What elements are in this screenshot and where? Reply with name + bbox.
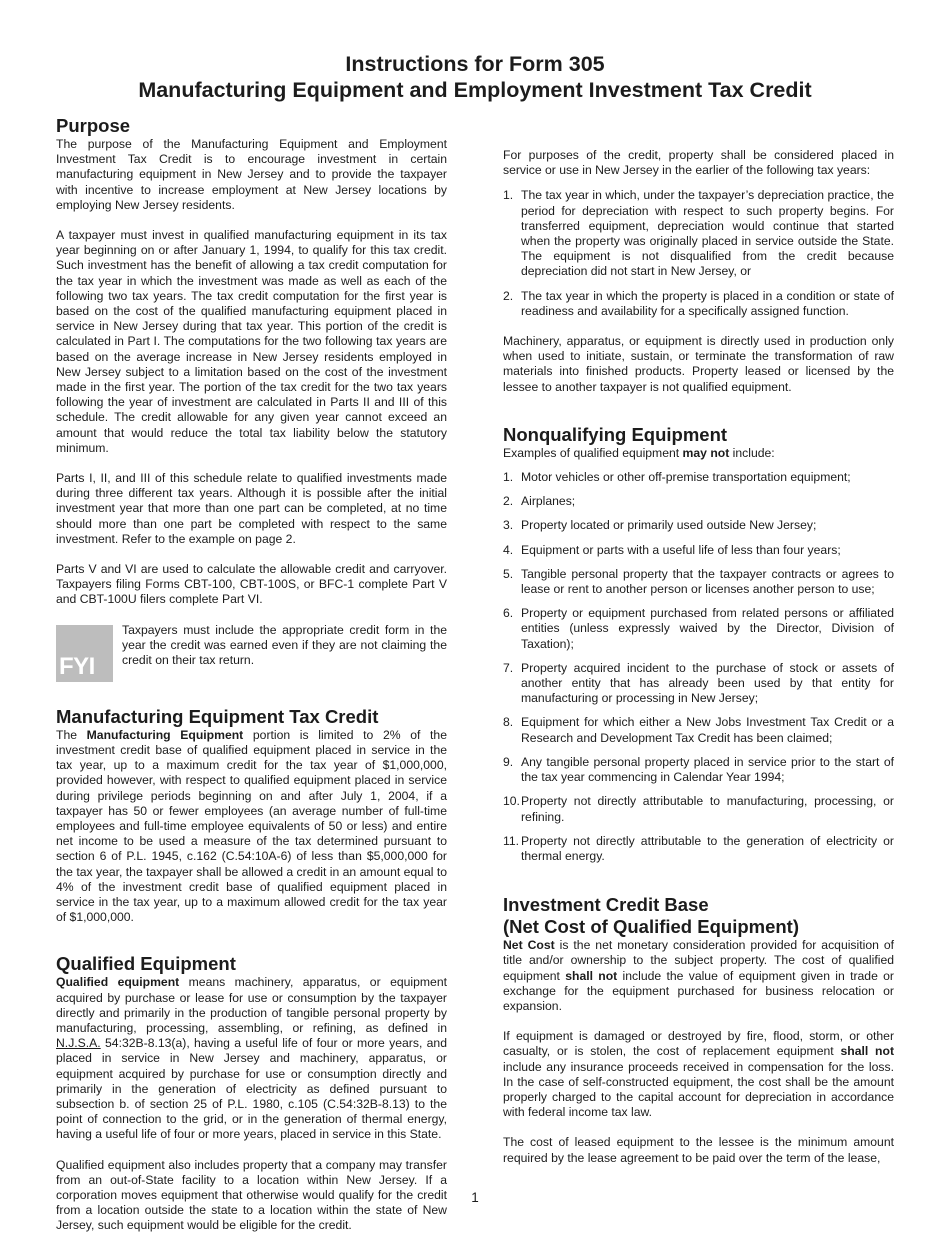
credit-base-subheading: (Net Cost of Qualified Equipment): [503, 916, 799, 938]
mfg-credit-paragraph: The Manufacturing Equipment portion is limited to 2% of the investment credit base of qualified equipment placed in service in the tax year, up to a maximum credit for the tax year of $1,000,000, provided however, with respect to qualified equipment placed in service during privilege periods beginning on and after July 1, 2004, if a taxpayer has 50 or fewer employees (an average number of full-time employees and full-time employee equivalents of 50 or less) and entire net income to be used a measure of the tax determined pursuant to section 6 of P.L. 1945, c.162 (C.54:10A-6) of less than $5,000,000 for the tax year, the taxpayer shall be allowed a credit in an amount equal to 4% of the investment credit base of qualified equipment placed in service in the tax year, up to a maximum allowed credit for the tax year of $1,000,000.: [56, 727, 447, 925]
nonqualifying-list: [503, 470, 894, 864]
credit-base-paragraph-1: Net Cost is the net monetary consideration provided for acquisition of title and/or ownership to the subject property. The cost of qualified equipment shall not include the value of equipment given in trade or exchange for the equipment purchased for business relocation or expansion.: [503, 938, 895, 1013]
fyi-label: FYI: [59, 652, 95, 680]
fyi-callout: [56, 623, 447, 683]
credit-base-paragraph-2: If equipment is damaged or destroyed by fire, flood, storm, or other casualty, or is stolen, the cost of replacement equipment shall not include any insurance proceeds received in compensation for the loss. In the case of self-constructed equipment, the cost shall be the amount properly charged to the capital account for depreciation in accordance with federal income tax law.: [503, 1029, 894, 1120]
list-item: 2. The tax year in which the property is placed in a condition or state of readiness and availability for a specifically assigned function.: [503, 288, 894, 318]
qualified-paragraph-2: Qualified equipment also includes property that a company may transfer from an out-of-State facility to a location within New Jersey. If a corporation moves equipment that otherwise would qualify for the credit from a location outside the state to a location within the state of New Jersey, such equipment would be eligible for the credit.: [56, 1157, 447, 1233]
purpose-paragraph-2: A taxpayer must invest in qualified manufacturing equipment in its tax year beginning on or after January 1, 1994, to qualify for this tax credit. Such investment has the benefit of allowing a tax credit computation for the tax year in which the investment was made as well as each of the following two tax years. The tax credit computation for the first year is based on the cost of the qualified manufacturing equipment placed in service in New Jersey during that tax year. This portion of the credit is calculated in Part I. The computations for the two following tax years are based on the average increase in New Jersey residents employed in New Jersey subject to a limitation based on the cost of the investment made in the first year. The portion of the tax credit for the two tax years following the year of investment are calculated in Parts II and III of this schedule. The credit allowable for any given year cannot exceed an amount that would reduce the total tax liability below the statutory minimum.: [56, 228, 447, 455]
qualified-paragraph-3: For purposes of the credit, property shall be considered placed in service or use in New Jersey in the earlier of the following tax years:: [503, 148, 894, 178]
list-item: 6. Property or equipment purchased from related persons or affiliated entities (unless expressly waived by the Director, Division of Taxation);: [503, 606, 894, 651]
fyi-icon: [56, 625, 113, 682]
list-item: 5. Tangible personal property that the taxpayer contracts or agrees to lease or rent to another person or licenses another person to use;: [503, 566, 894, 597]
purpose-paragraph-4: Parts V and VI are used to calculate the allowable credit and carryover. Taxpayers filing Forms CBT-100, CBT-100S, or BFC-1 complete Part V and CBT-100U filers complete Part VI.: [56, 562, 447, 607]
mfg-credit-heading: Manufacturing Equipment Tax Credit: [56, 705, 379, 727]
qualified-paragraph-4: Machinery, apparatus, or equipment is directly used in production only when used to initiate, sustain, or terminate the transformation of raw materials into finished products. Property leased or licensed by the lessee to another taxpayer is not qualified equipment.: [503, 334, 894, 394]
placed-in-service-list: [503, 188, 894, 319]
list-item: 9. Any tangible personal property placed in service prior to the start of the tax year commencing in Calendar Year 1994;: [503, 754, 894, 785]
credit-base-paragraph-3: The cost of leased equipment to the lessee is the minimum amount required by the lease agreement to be paid over the term of the lease,: [503, 1135, 894, 1165]
nonqualifying-intro: Examples of qualified equipment may not include:: [503, 445, 775, 460]
qualified-paragraph-1: Qualified equipment means machinery, apparatus, or equipment acquired by purchase or lease for use or consumption by the taxpayer directly and primarily in the production of tangible personal property by manufacturing, processing, assembling, or refining, as defined in N.J.S.A. 54:32B-8.13(a), having a useful life of four or more years, and placed in service in New Jersey and machinery, apparatus, or equipment acquired by purchase for use or consumption directly and primarily in the generation of electricity as defined pursuant to subsection b. of section 25 of P.L. 1980, c.105 (C.54:32B-8.13) to the point of connection to the grid, or in the generation of thermal energy, having a useful life of four or more years, placed in service in this State.: [56, 975, 447, 1142]
list-item: 3. Property located or primarily used outside New Jersey;: [503, 518, 817, 533]
purpose-paragraph-1: The purpose of the Manufacturing Equipment and Employment Investment Tax Credit is to encourage investment in certain manufacturing equipment in New Jersey and to provide the taxpayer with incentive to increase employment at New Jersey locations by employing New Jersey residents.: [56, 137, 447, 212]
left-column: [56, 115, 447, 1234]
purpose-paragraph-3: Parts I, II, and III of this schedule relate to qualified investments made during three different tax years. Although it is possible after the initial investment year that more than one part can be completed, at no time should more than one part be completed with respect to the same investment. Refer to the example on page 2.: [56, 471, 447, 546]
right-column: [503, 117, 894, 1166]
fyi-text: Taxpayers must include the appropriate credit form in the year the credit was earned even if they are not claiming the credit on their tax return.: [122, 622, 447, 668]
list-item: 8. Equipment for which either a New Jobs Investment Tax Credit or a Research and Development Tax Credit has been claimed;: [503, 715, 894, 745]
qualified-heading: Qualified Equipment: [56, 953, 236, 975]
page-number: 1: [471, 1190, 479, 1205]
credit-base-heading: Investment Credit Base: [503, 894, 709, 916]
list-item: 1. The tax year in which, under the taxpayer’s depreciation practice, the period for depreciation with respect to such property begins. For transferred equipment, depreciation would continue that started when the property was originally placed in service outside the State. The equipment is not disqualified from the credit because depreciation did not start in New Jersey, or: [503, 188, 894, 279]
purpose-heading: Purpose: [56, 115, 131, 136]
list-item: 11. Property not directly attributable to the generation of electricity or thermal energy.: [503, 833, 894, 863]
nonqualifying-heading: Nonqualifying Equipment: [503, 423, 728, 445]
list-item: 1. Motor vehicles or other off-premise transportation equipment;: [503, 470, 851, 485]
list-item: 2. Airplanes;: [503, 494, 576, 509]
list-item: 10. Property not directly attributable to manufacturing, processing, or refining.: [503, 794, 894, 824]
page-title: Instructions for Form 305: [345, 52, 605, 76]
list-item: 4. Equipment or parts with a useful life of less than four years;: [503, 542, 841, 557]
page-subtitle: Manufacturing Equipment and Employment Investment Tax Credit: [138, 78, 812, 102]
list-item: 7. Property acquired incident to the purchase of stock or assets of another entity that has already been used by that entity for manufacturing or processing in New Jersey;: [503, 660, 894, 706]
